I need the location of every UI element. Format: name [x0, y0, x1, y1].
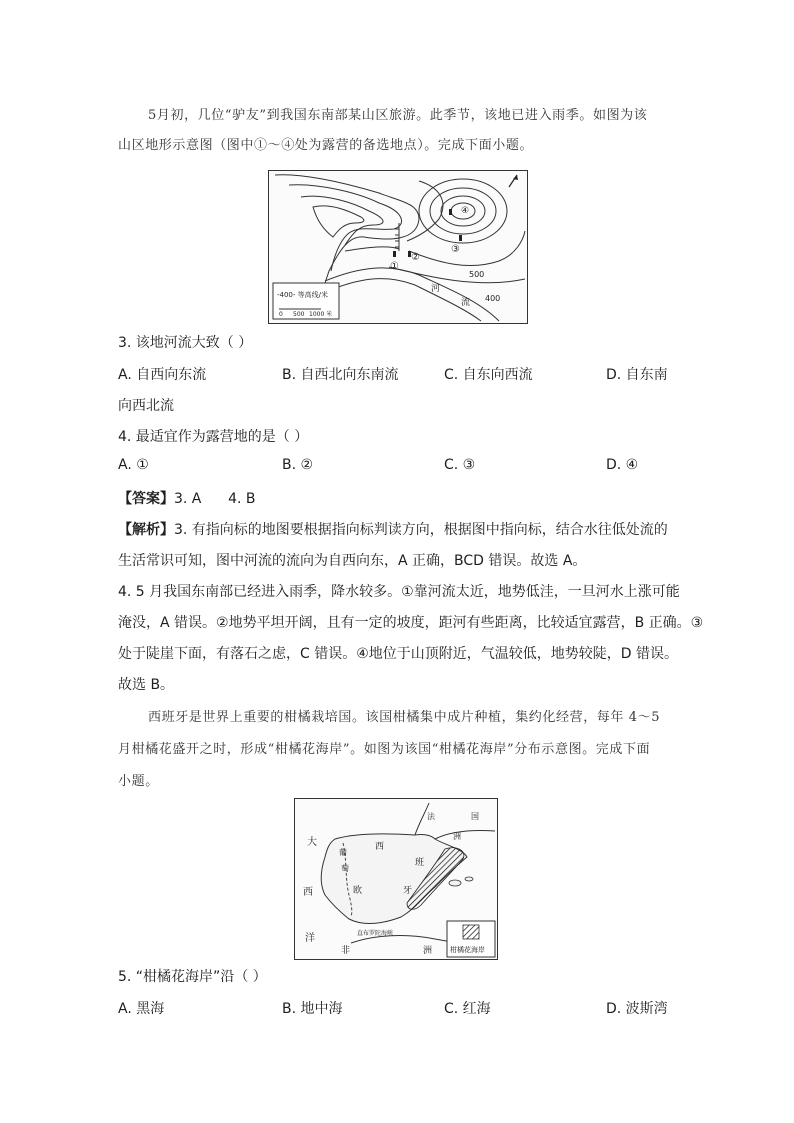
q5-option-c: C. 红海 [444, 1001, 491, 1017]
label-ou: 欧 [353, 886, 363, 896]
label-gibraltar: 直布罗陀海峡 [357, 930, 394, 937]
label-fa: 法 [427, 812, 435, 821]
scale-label-500: 500 [293, 311, 305, 318]
analysis-line1 [118, 519, 668, 539]
passage1-line2: 山区地形示意图（图中①～④处为露营的备选地点）。完成下面小题。 [118, 138, 534, 153]
point-4-label: ④ [461, 206, 470, 216]
analysis-text-1: 3. 有指向标的地图要根据指向标判读方向，根据图中指向标，结合水往低处流的 [174, 522, 668, 538]
label-zhou-af: 洲 [423, 946, 433, 956]
passage1-line1: 5月初，几位“驴友”到我国东南部某山区旅游。此季节，该地已进入雨季。如图为该 [148, 108, 648, 123]
q5-option-d: D. 波斯湾 [606, 1001, 668, 1017]
label-yang: 洋 [305, 933, 315, 944]
passage2-line3: 小题。 [118, 774, 159, 789]
answer-label: 【答案】 [118, 491, 174, 507]
q3-option-d-wrap: 向西北流 [118, 398, 174, 414]
contour-label-400: 400 [485, 294, 501, 303]
q3-option-d: D. 自东南 [606, 367, 668, 383]
q4-stem: 4. 最适宜作为露营地的是（ ） [118, 429, 309, 445]
spain-map [295, 799, 497, 959]
label-zhou-eu: 洲 [453, 832, 461, 841]
passage2-line1: 西班牙是世界上重要的柑橘栽培国。该国柑橘集中成片种植，集约化经营，每年 4～5 [148, 710, 661, 725]
label-ban: 班 [415, 858, 425, 868]
q4-option-d: D. ④ [606, 457, 639, 473]
q5-stem: 5. “柑橘花海岸”沿（ ） [118, 969, 267, 985]
q3-option-a: A. 自西向东流 [118, 367, 207, 383]
analysis-line5: 处于陡崖下面，有落石之虑，C 错误。④地位于山顶附近，气温较低，地势较陡，D 错误。 [118, 646, 679, 662]
q3-option-c: C. 自东向西流 [444, 367, 533, 383]
label-guo: 国 [471, 812, 479, 821]
legend-orange-coast: 柑橘花海岸 [450, 946, 485, 954]
analysis-line4: 淹没，A 错误。②地势平坦开阔，且有一定的坡度，距河有些距离，比较适宜露营，B 正确。③ [118, 615, 704, 631]
label-xi: 西 [375, 842, 385, 852]
q4-option-b: B. ② [282, 457, 314, 473]
point-1-label: ① [390, 261, 399, 272]
contour-map-figure [268, 170, 528, 324]
label-ya: 牙 [403, 886, 413, 896]
label-pu: 葡 [339, 848, 347, 857]
point-3-label: ③ [451, 244, 460, 255]
q4-option-c: C. ③ [444, 457, 476, 473]
river-char-1: 河 [431, 284, 441, 294]
answer-line [118, 488, 256, 508]
scale-label-1000: 1000 米 [309, 311, 333, 318]
analysis-line3: 4. 5 月我国东南部已经进入雨季，降水较多。①靠河流太近，地势低洼，一旦河水上涨可能 [118, 584, 680, 600]
q5-option-b: B. 地中海 [282, 1001, 343, 1017]
analysis-label: 【解析】 [118, 522, 174, 538]
river-char-2: 流 [461, 298, 471, 308]
label-fei: 非 [341, 946, 351, 956]
label-tao: 萄 [341, 864, 349, 873]
label-da: 大 [307, 837, 317, 848]
q3-stem: 3. 该地河流大致（ ） [118, 335, 253, 351]
analysis-line2: 生活常识可知，图中河流的流向为自西向东，A 正确，BCD 错误。故选 A。 [118, 553, 587, 569]
scale-label-0: 0 [279, 311, 283, 318]
contour-label-500: 500 [469, 270, 485, 279]
north-arrow-icon [509, 175, 518, 187]
point-2-label: ② [411, 252, 420, 263]
q5-option-a: A. 黑海 [118, 1001, 165, 1017]
analysis-line6: 故选 B。 [118, 677, 175, 693]
q3-option-b: B. 自西北向东南流 [282, 367, 399, 383]
legend-hatch-swatch [463, 925, 479, 939]
answer-text: 3. A 4. B [174, 491, 256, 507]
spain-map-figure [294, 798, 498, 960]
passage2-line2: 月柑橘花盛开之时，形成“柑橘花海岸”。如图为该国“柑橘花海岸”分布示意图。完成下面 [118, 742, 651, 757]
q4-option-a: A. ① [118, 457, 149, 473]
contour-map [269, 171, 527, 323]
legend-contour: -400- 等高线/米 [277, 291, 328, 299]
label-xi-ocean: 西 [303, 887, 313, 898]
